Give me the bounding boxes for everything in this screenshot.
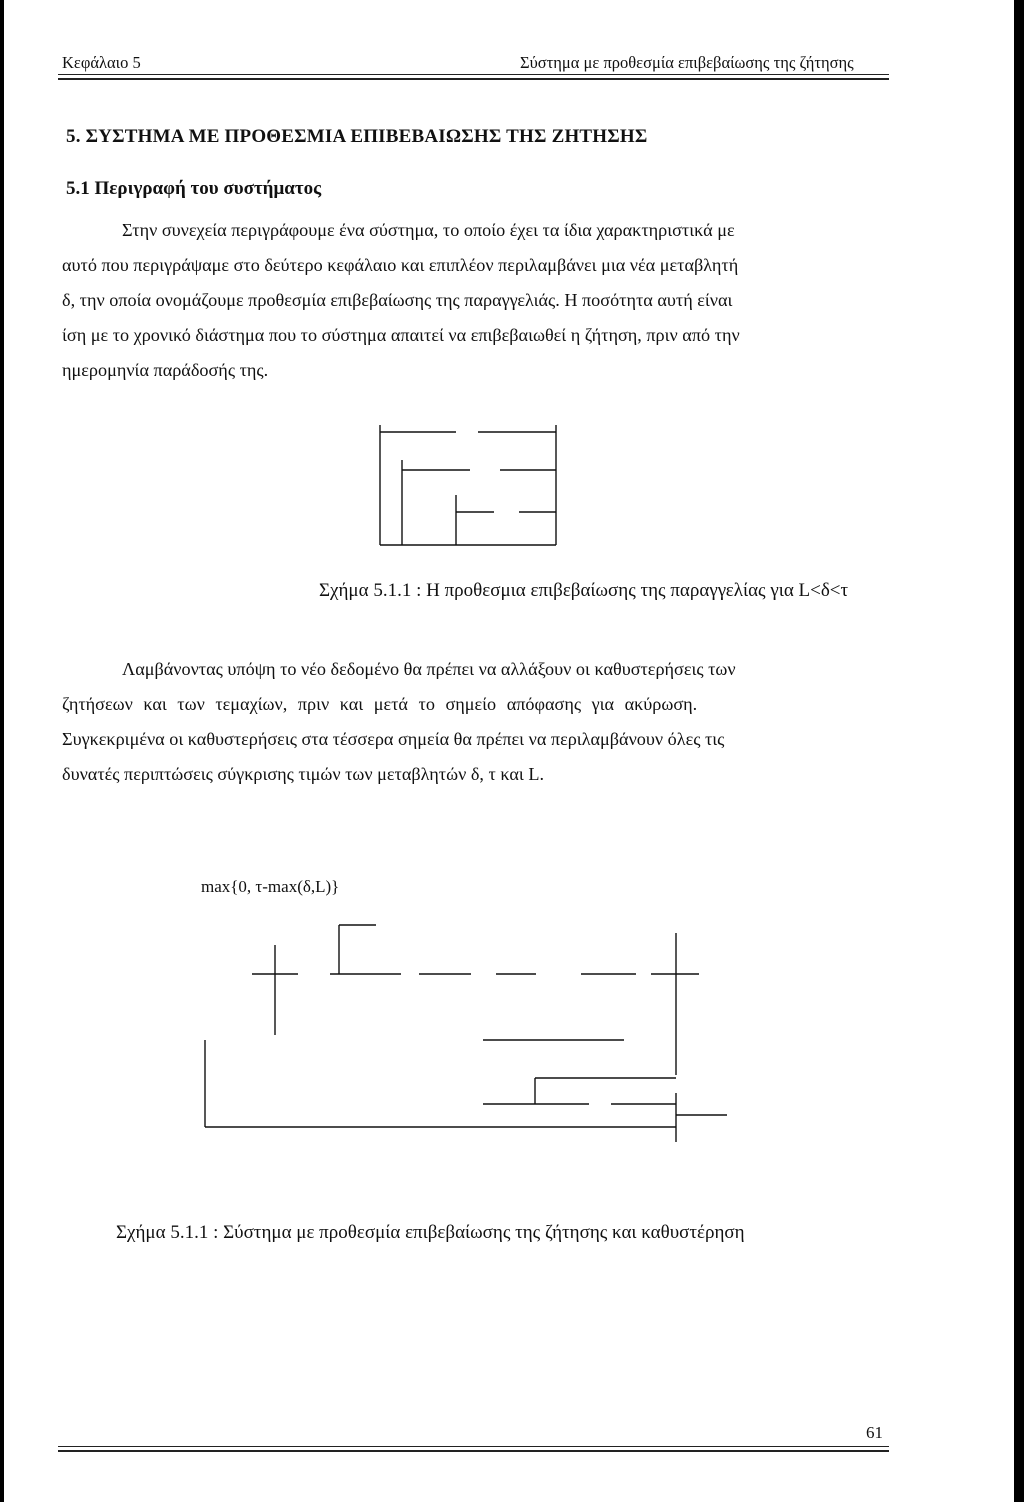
- figure-1-caption: Σχήμα 5.1.1 : Η προθεσμια επιβεβαίωσης της παραγγελίας για L<δ<τ: [319, 580, 849, 601]
- paragraph-2-line: Λαμβάνοντας υπόψη το νέο δεδομένο θα πρέπει να αλλάξουν οι καθυστερήσεις των: [122, 659, 736, 679]
- figure-2-caption: Σχήμα 5.1.1 : Σύστημα με προθεσμία επιβεβαίωσης της ζήτησης και καθυστέρηση: [116, 1222, 745, 1243]
- paragraph-2-line: δυνατές περιπτώσεις σύγκρισης τιμών των μεταβλητών δ, τ και L.: [62, 764, 544, 784]
- paragraph-1-line: ίση με το χρονικό διάστημα που το σύστημα απαιτεί να επιβεβαιωθεί η ζήτηση, πριν από την: [62, 325, 740, 345]
- page-number: 61: [866, 1423, 883, 1442]
- header-chapter: Κεφάλαιο 5: [62, 53, 141, 72]
- figure-2-diagram: [199, 915, 739, 1145]
- figure-2-label: max{0, τ-max(δ,L)}: [201, 877, 340, 896]
- paragraph-2-line: Συγκεκριμένα οι καθυστερήσεις στα τέσσερα σημεία θα πρέπει να περιλαμβάνουν όλες τις: [62, 729, 725, 749]
- chapter-title: 5. ΣΥΣΤΗΜΑ ΜΕ ΠΡΟΘΕΣΜΙΑ ΕΠΙΒΕΒΑΙΩΣΗΣ ΤΗΣ ΖΗΤΗΣΗΣ: [66, 126, 648, 147]
- section-title: 5.1 Περιγραφή του συστήματος: [66, 178, 322, 199]
- header-rule-top: [58, 74, 889, 75]
- paragraph-1: [62, 213, 892, 388]
- paragraph-1-line: δ, την οποία ονομάζουμε προθεσμία επιβεβαίωσης της παραγγελιάς. Η ποσότητα αυτή είναι: [62, 290, 733, 310]
- header-rule-bottom: [58, 78, 889, 80]
- footer-rule-top: [58, 1446, 889, 1447]
- document-page: [4, 0, 1014, 1502]
- paragraph-1-line: ημερομηνία παράδοσής της.: [62, 360, 269, 380]
- paragraph-1-line: Στην συνεχεία περιγράφουμε ένα σύστημα, το οποίο έχει τα ίδια χαρακτηριστικά με: [122, 220, 735, 240]
- figure-1-diagram: [374, 420, 574, 555]
- header-title: Σύστημα με προθεσμία επιβεβαίωσης της ζήτησης: [520, 53, 854, 72]
- paragraph-1-line: αυτό που περιγράψαμε στο δεύτερο κεφάλαιο και επιπλέον περιλαμβάνει μια νέα μεταβλητή: [62, 255, 739, 275]
- paragraph-2-line: ζητήσεων και των τεμαχίων, πριν και μετά το σημείο απόφασης για ακύρωση.: [62, 694, 698, 714]
- paragraph-2: [62, 652, 892, 792]
- footer-rule-bottom: [58, 1450, 889, 1452]
